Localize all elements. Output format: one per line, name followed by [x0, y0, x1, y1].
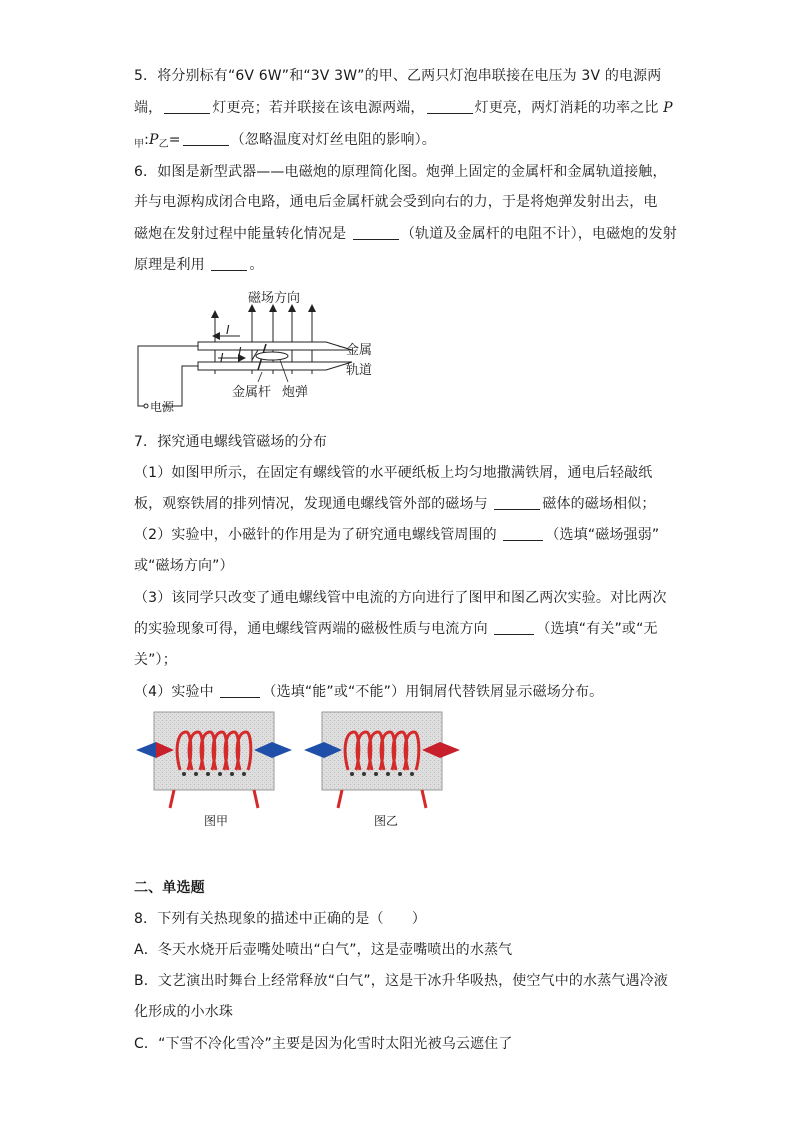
power-label: 电源: [150, 400, 175, 414]
q8-option-b-cont: 化形成的小水珠: [134, 1004, 234, 1020]
q8-option-c[interactable]: C．“下雪不冷化雪冷”主要是因为化雪时太阳光被乌云遮住了: [134, 1036, 513, 1052]
current-label: I: [238, 345, 242, 359]
q8-option-b[interactable]: B．文艺演出时舞台上经常释放“白气”，这是干冰升华吸热，使空气中的水蒸气遇冷液: [134, 973, 668, 989]
answer-blank[interactable]: [503, 526, 543, 541]
answer-blank[interactable]: [183, 131, 229, 146]
rail-label-1: 金属: [346, 343, 373, 358]
answer-blank[interactable]: [427, 99, 473, 114]
circuit-wire: [138, 346, 198, 406]
field-direction-label: 磁场方向: [248, 291, 301, 306]
current-label: I: [226, 323, 230, 337]
q5-line-2: 端， 灯更亮；若并联接在该电源两端， 灯更亮，两灯消耗的功率之比 P: [134, 100, 673, 116]
current-label: I: [220, 351, 224, 365]
q7-p1-line-1: （1）如图甲所示，在固定有螺线管的水平硬纸板上均匀地撒满铁屑，通电后轻敲纸: [134, 465, 653, 481]
q6-line-1: 6．如图是新型武器——电磁炮的原理简化图。炮弹上固定的金属杆和金属轨道接触，: [134, 164, 667, 180]
q7-p3-line-2: 的实验现象可得，通电螺线管两端的磁极性质与电流方向 （选填“有关”或“无: [134, 621, 658, 637]
q8-option-a[interactable]: A．冬天水烧开后壶嘴处喷出“白气”，这是壶嘴喷出的水蒸气: [134, 942, 513, 958]
q8-stem: 8．下列有关热现象的描述中正确的是（ ）: [134, 911, 427, 927]
q6-line-3: 磁炮在发射过程中能量转化情况是 （轨道及金属杆的电阻不计），电磁炮的发射: [134, 226, 677, 242]
q7-p2-line-1: （2）实验中，小磁针的作用是为了研究通电螺线管周围的 （选填“磁场强弱”: [134, 527, 660, 543]
railgun-diagram: [130, 286, 390, 416]
answer-blank[interactable]: [211, 256, 247, 271]
answer-blank[interactable]: [220, 683, 260, 698]
q5-line-1: 5．将分别标有“6V 6W”和“3V 3W”的甲、乙两只灯泡串联接在电压为 3V 的电源两: [134, 68, 662, 84]
q7-title: 7．探究通电螺线管磁场的分布: [134, 434, 328, 450]
answer-blank[interactable]: [353, 225, 399, 240]
figure-a-caption: 图甲: [204, 814, 229, 828]
q7-p2-line-2: 或“磁场方向”）: [134, 558, 234, 574]
figure-b-caption: 图乙: [374, 814, 399, 828]
shell: [256, 352, 288, 360]
solenoid-figure-a: [134, 708, 294, 812]
rod-label: 金属杆: [232, 385, 272, 400]
q7-p3-line-1: （3）该同学只改变了通电螺线管中电流的方向进行了图甲和图乙两次实验。对比两次: [134, 590, 667, 606]
answer-blank[interactable]: [164, 99, 210, 114]
answer-blank[interactable]: [494, 620, 534, 635]
q5-line-3: $_甲:P_乙=$ （忽略温度对灯丝电阻的影响）。: [134, 132, 436, 150]
q7-p1-line-2: 板，观察铁屑的排列情况，发现通电螺线管外部的磁场与 磁体的磁场相似；: [134, 496, 656, 512]
shell-label: 炮弹: [282, 385, 309, 400]
rail-label-2: 轨道: [346, 363, 373, 378]
section-2-title: 二、单选题: [134, 880, 205, 896]
solenoid-figure-b: [302, 708, 462, 812]
q7-p3-line-3: 关”）；: [134, 652, 177, 668]
q6-line-4: 原理是利用 。: [134, 257, 264, 273]
upper-rail: [198, 342, 352, 350]
q7-p4-line: （4）实验中 （选填“能”或“不能”）用铜屑代替铁屑显示磁场分布。: [134, 684, 604, 700]
q6-line-2: 并与电源构成闭合电路，通电后金属杆就会受到向右的力，于是将炮弹发射出去，电: [134, 194, 658, 210]
answer-blank[interactable]: [494, 495, 540, 510]
